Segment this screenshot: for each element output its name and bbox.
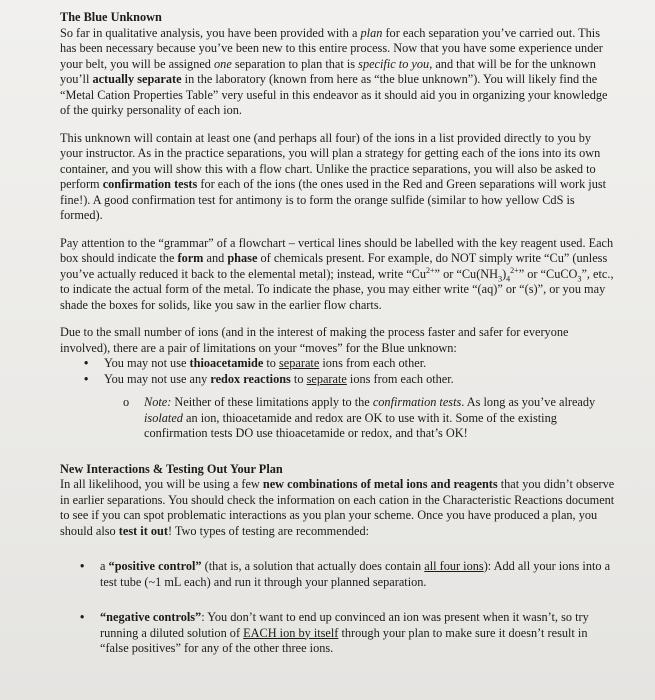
list-item-positive-control: • a “positive control” (that is, a solution that actually does contain all four ions): Add all your ions into a test tube (~1 mL each) and run it through your planned separation. xyxy=(60,559,615,590)
note-item: o Note: Neither of these limitations apply to the confirmation tests. As long as you’ve already isolated an ion, thioacetamide and redox are OK to use with it. Some of the existing confirmation tests DO use thioacetamide or redox, and that’s OK! xyxy=(60,395,615,442)
list-item: • You may not use thioacetamide to separate ions from each other. xyxy=(60,356,615,372)
paragraph-limitations: Due to the small number of ions (and in the interest of making the process faster and safer for everyone involved), there are a pair of limitations on your “moves” for the Blue unknown: xyxy=(60,325,569,355)
paragraph-new-interactions: In all likelihood, you will be using a few new combinations of metal ions and reagents that you didn’t observe in earlier separations. You should check the information on each cation in the Characteristic Reactions document to see if you can spot problematic interactions as you plan your scheme. Once you have produced a plan, you should also test it out! Two types of testing are recommended: xyxy=(60,477,615,538)
document-body xyxy=(60,10,615,657)
limitations-list xyxy=(60,356,615,387)
section-title-testing: New Interactions & Testing Out Your Plan xyxy=(60,461,283,476)
paragraph-unknown: This unknown will contain at least one (and perhaps all four) of the ions in a list provided directly to you by your instructor. As in the practice separations, you will plan a strategy for getting each of the ions into its own container, and you will show this with a flow chart. Unlike the practice separations, you will also be asked to perform confirmation tests for each of the ions (the ones used in the Red and Green separations will work just fine!). A good confirmation test for antimony is to form the orange sulfide (similar to how yellow CdS is formed). xyxy=(60,130,607,222)
paragraph-flowchart-grammar: Pay attention to the “grammar” of a flowchart – vertical lines should be labelled with the key reagent used. Each box should indicate the form and phase of chemicals present. For example, do NOT simply write “Cu” (unless you’ve actually reduced it back to the elemental metal); instead, write “$Cu^{2+}$” or “$Cu(NH_3)_4^{2+}$” or “CuCO$_3$”, etc., to indicate the actual form of the metal. To indicate the phase, you may either write “(aq)” or “(s)”, or you may shade the boxes for solids, like you saw in the earlier flow charts. xyxy=(60,235,614,312)
list-item-negative-controls: • “negative controls”: You don’t want to end up convinced an ion was present when it wasn’t, so try running a diluted solution of EACH ion by itself through your plan to make sure it doesn’t result in “false positives” for any of the other three ions. xyxy=(60,610,615,657)
paragraph-intro: So far in qualitative analysis, you have been provided with a plan for each separation you’ve carried out. This has been necessary because you’ve been new to this entire process. Now that you have some experience under your belt, you will be assigned one separation to plan that is specific to you, and that will be for the unknown you’ll actually separate in the laboratory (known from here as “the blue unknown”). You will likely find the “Metal Cation Properties Table” very useful in this endeavor as it should aid you in organizing your knowledge of the quirky personality of each ion. xyxy=(60,25,608,117)
section-title: The Blue Unknown xyxy=(60,10,162,24)
list-item: • You may not use any redox reactions to separate ions from each other. xyxy=(60,372,615,388)
